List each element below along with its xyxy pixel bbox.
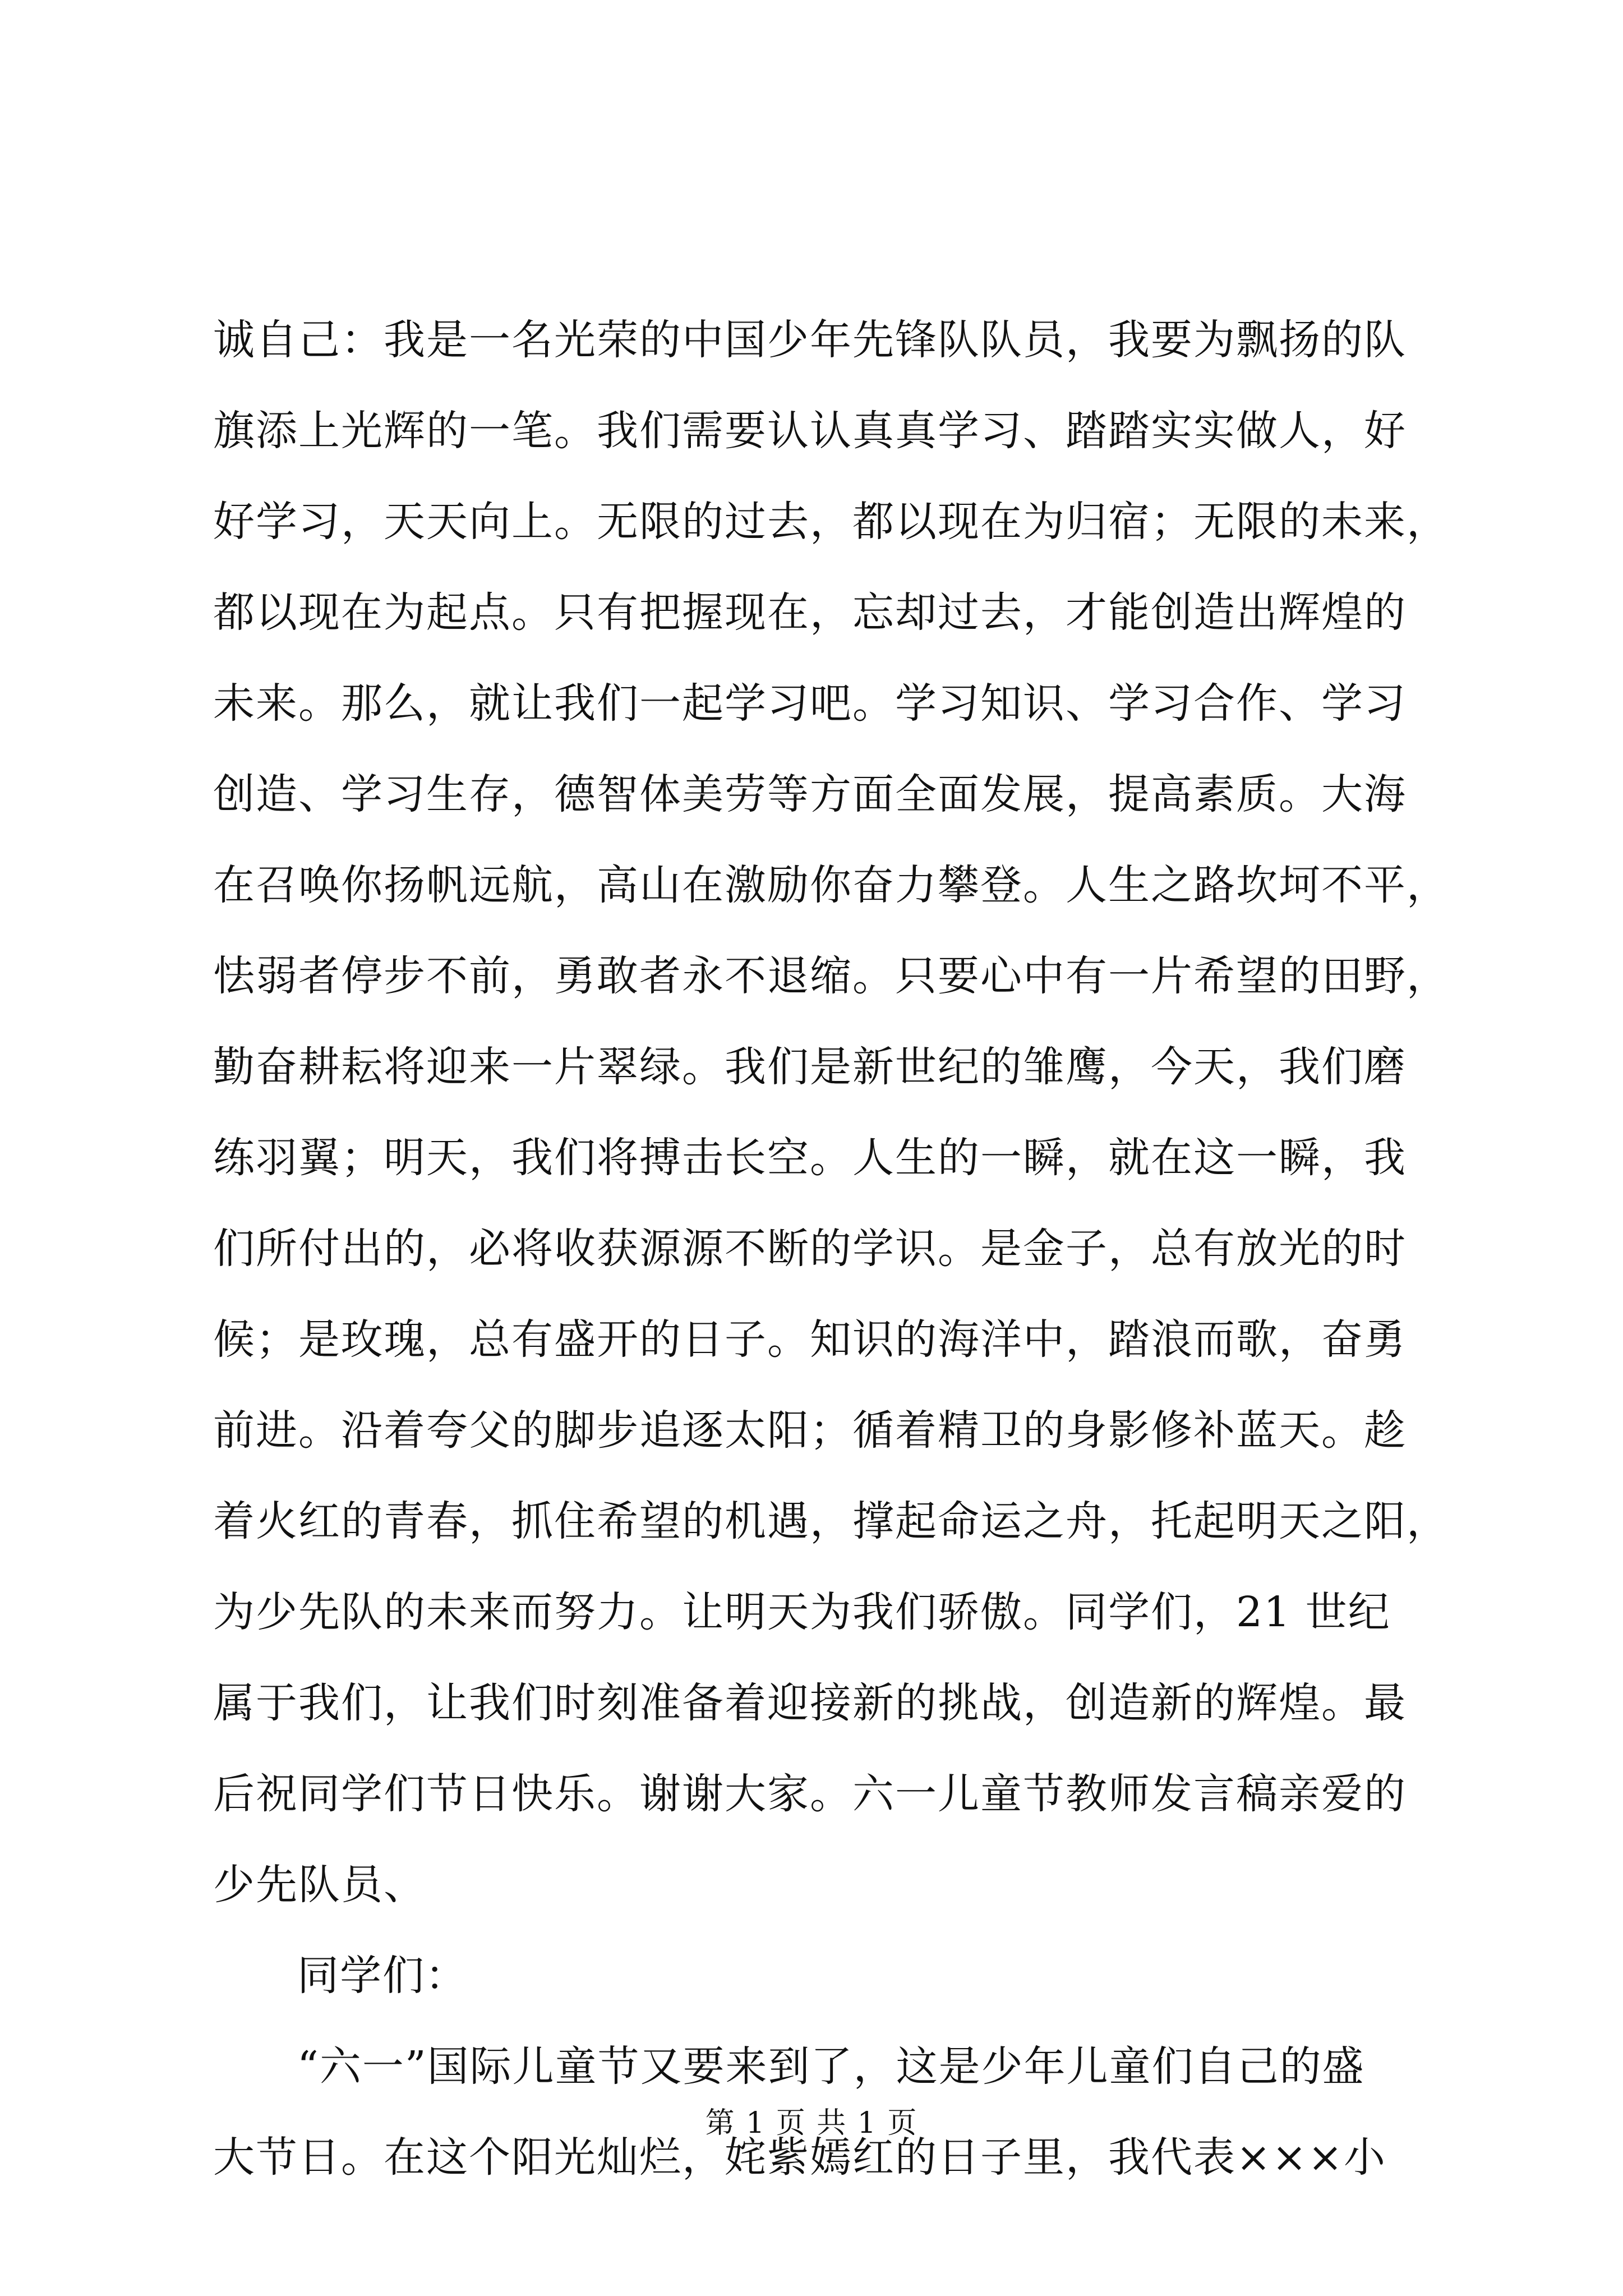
document-body bbox=[213, 295, 1449, 2203]
text-line: 们所付出的，必将收获源源不断的学识。是金子，总有放光的时 bbox=[213, 1225, 1407, 1273]
text-line: 未来。那么，就让我们一起学习吧。学习知识、学习合作、学习 bbox=[213, 679, 1407, 728]
paragraph-start-line: “六一”国际儿童节又要来到了，这是少年儿童们自己的盛 bbox=[297, 2042, 1365, 2091]
text-line: 练羽翼；明天，我们将搏击长空。人生的一瞬，就在这一瞬，我 bbox=[213, 1134, 1407, 1182]
page-footer: 第 1 页 共 1 页 bbox=[705, 2106, 918, 2140]
text-line: 着火红的青春，抓住希望的机遇，撑起命运之舟，托起明天之阳， bbox=[213, 1497, 1449, 1545]
text-line: 大节日。在这个阳光灿烂，姹紫嫣红的日子里，我代表×××小 bbox=[213, 2133, 1387, 2182]
text-line: 诚自己：我是一名光荣的中国少年先锋队队员，我要为飘扬的队 bbox=[213, 316, 1407, 364]
greeting-line: 同学们： bbox=[297, 1952, 468, 2000]
text-line: 后祝同学们节日快乐。谢谢大家。六一儿童节教师发言稿亲爱的 bbox=[213, 1770, 1407, 1818]
text-line: 都以现在为起点。只有把握现在，忘却过去，才能创造出辉煌的 bbox=[213, 588, 1407, 637]
text-line: 创造、学习生存，德智体美劳等方面全面发展，提高素质。大海 bbox=[213, 770, 1407, 818]
text-line: 候；是玫瑰，总有盛开的日子。知识的海洋中，踏浪而歌，奋勇 bbox=[213, 1315, 1407, 1364]
text-line: 好学习，天天向上。无限的过去，都以现在为归宿；无限的未来， bbox=[213, 498, 1449, 546]
text-line: 怯弱者停步不前，勇敢者永不退缩。只要心中有一片希望的田野， bbox=[213, 952, 1449, 1000]
text-line: 属于我们，让我们时刻准备着迎接新的挑战，创造新的辉煌。最 bbox=[213, 1679, 1407, 1727]
text-line: 勤奋耕耘将迎来一片翠绿。我们是新世纪的雏鹰，今天，我们磨 bbox=[213, 1043, 1407, 1091]
text-line: 为少先队的未来而努力。让明天为我们骄傲。同学们，21 世纪 bbox=[213, 1588, 1391, 1636]
text-line: 少先队员、 bbox=[213, 1861, 426, 1909]
text-line: 旗添上光辉的一笔。我们需要认认真真学习、踏踏实实做人，好 bbox=[213, 407, 1407, 455]
text-line: 在召唤你扬帆远航，高山在激励你奋力攀登。人生之路坎坷不平， bbox=[213, 861, 1449, 909]
text-line: 前进。沿着夸父的脚步追逐太阳；循着精卫的身影修补蓝天。趁 bbox=[213, 1406, 1407, 1455]
